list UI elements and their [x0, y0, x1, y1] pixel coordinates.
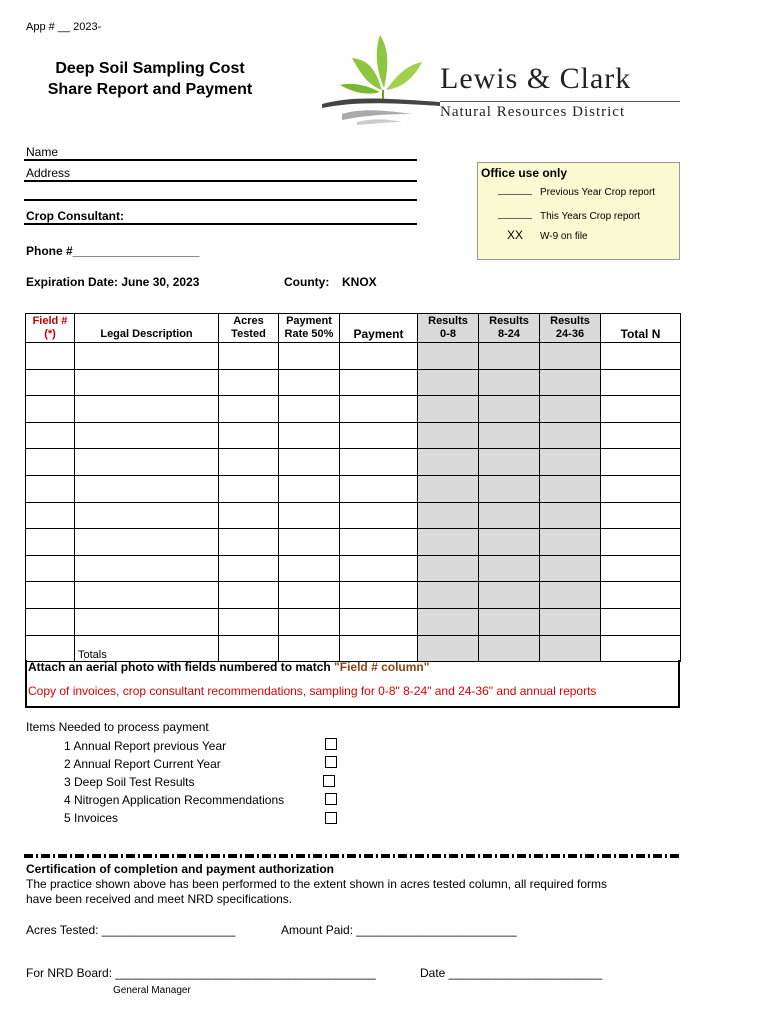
table-cell[interactable]: [279, 582, 340, 609]
table-cell[interactable]: [340, 369, 418, 396]
address-field-2[interactable]: [24, 199, 417, 201]
table-cell[interactable]: [601, 343, 681, 370]
table-cell[interactable]: [26, 343, 75, 370]
table-cell[interactable]: [75, 449, 219, 476]
county-label: County:: [284, 275, 330, 289]
list-item: 5 Invoices: [64, 811, 119, 825]
table-cell[interactable]: [279, 475, 340, 502]
col-results-0-8: Results 0-8: [418, 314, 479, 343]
date-field[interactable]: Date _______________________: [420, 966, 603, 980]
table-cell[interactable]: [540, 475, 601, 502]
table-row: [26, 449, 681, 476]
table-cell[interactable]: [219, 555, 279, 582]
table-cell[interactable]: [601, 369, 681, 396]
col-results-24-36: Results 24-36: [540, 314, 601, 343]
table-cell[interactable]: [418, 502, 479, 529]
table-cell[interactable]: [219, 529, 279, 556]
table-cell[interactable]: [75, 529, 219, 556]
table-cell[interactable]: [26, 369, 75, 396]
office-item: [498, 187, 655, 198]
col-acres: Acres Tested: [219, 314, 279, 343]
sprout-logo-icon: [322, 30, 442, 126]
table-cell[interactable]: [340, 635, 418, 662]
table-cell[interactable]: [75, 475, 219, 502]
table-cell[interactable]: [340, 343, 418, 370]
office-item-label: This Years Crop report: [540, 211, 641, 222]
office-use-title: Office use only: [481, 166, 568, 180]
table-cell[interactable]: [340, 582, 418, 609]
table-cell[interactable]: [26, 555, 75, 582]
table-cell[interactable]: [479, 422, 540, 449]
table-cell[interactable]: [418, 343, 479, 370]
list-item: 3 Deep Soil Test Results: [64, 775, 195, 789]
consultant-label: Crop Consultant:: [26, 209, 124, 223]
table-cell[interactable]: [219, 608, 279, 635]
page-title: [30, 58, 270, 100]
table-cell[interactable]: [540, 555, 601, 582]
list-item: 1 Annual Report previous Year: [64, 739, 227, 753]
nrd-board-signature-field[interactable]: For NRD Board: _______________________________________: [26, 966, 376, 980]
table-cell[interactable]: [601, 502, 681, 529]
table-cell[interactable]: [279, 529, 340, 556]
consultant-field[interactable]: [24, 223, 417, 225]
sampling-table: [25, 313, 681, 662]
table-cell[interactable]: [601, 582, 681, 609]
office-item: [498, 228, 588, 242]
table-cell[interactable]: [479, 529, 540, 556]
table-cell[interactable]: [540, 449, 601, 476]
copy-note: Copy of invoices, crop consultant recommendations, sampling for 0-8" 8-24" and 24-36" and annual reports: [28, 684, 597, 698]
table-cell[interactable]: [479, 502, 540, 529]
table-cell[interactable]: [418, 582, 479, 609]
table-cell[interactable]: [540, 369, 601, 396]
address-label: Address: [26, 166, 71, 180]
expiration-date: Expiration Date: June 30, 2023: [26, 275, 200, 289]
table-cell[interactable]: [26, 529, 75, 556]
table-cell[interactable]: [601, 635, 681, 662]
table-cell[interactable]: [479, 555, 540, 582]
attachment-notes: [25, 660, 680, 708]
title-line-2: Share Report and Payment: [47, 81, 253, 98]
table-cell[interactable]: [540, 343, 601, 370]
table-cell[interactable]: [26, 475, 75, 502]
certification-text-1: The practice shown above has been performed to the extent shown in acres tested column, all required forms: [26, 877, 607, 891]
table-cell[interactable]: [279, 422, 340, 449]
county-value: KNOX: [342, 275, 377, 289]
table-cell[interactable]: [279, 555, 340, 582]
table-row: [26, 582, 681, 609]
table-cell[interactable]: [479, 635, 540, 662]
table-cell[interactable]: [219, 422, 279, 449]
table-cell[interactable]: [418, 555, 479, 582]
table-cell[interactable]: [75, 555, 219, 582]
office-item-mark: XX: [506, 228, 523, 242]
totals-label: Totals: [75, 635, 219, 662]
table-cell[interactable]: [601, 449, 681, 476]
table-cell[interactable]: [219, 635, 279, 662]
table-cell[interactable]: [418, 608, 479, 635]
list-item: 4 Nitrogen Application Recommendations: [64, 793, 285, 807]
app-number: App # __ 2023-: [26, 21, 102, 33]
office-item-mark[interactable]: [498, 211, 532, 219]
table-cell[interactable]: [601, 475, 681, 502]
table-cell[interactable]: [340, 475, 418, 502]
logo-divider: [440, 101, 680, 102]
table-cell[interactable]: [279, 449, 340, 476]
table-cell[interactable]: [418, 635, 479, 662]
table-cell[interactable]: [479, 369, 540, 396]
office-item: [498, 211, 640, 222]
table-cell[interactable]: [601, 555, 681, 582]
col-payment: Payment: [340, 314, 418, 343]
attach-note: Attach an aerial photo with fields numbered to match "Field # column": [28, 660, 430, 674]
table-cell[interactable]: [540, 529, 601, 556]
table-cell[interactable]: [479, 582, 540, 609]
table-row: [26, 396, 681, 423]
table-cell[interactable]: [26, 449, 75, 476]
col-results-8-24: Results 8-24: [479, 314, 540, 343]
table-cell[interactable]: [601, 396, 681, 423]
office-item-mark[interactable]: [498, 187, 532, 195]
office-use-box: [477, 162, 680, 260]
table-row: [26, 369, 681, 396]
table-cell[interactable]: [75, 422, 219, 449]
table-cell[interactable]: [479, 449, 540, 476]
general-manager-label: General Manager: [113, 985, 191, 996]
table-cell[interactable]: [540, 422, 601, 449]
name-label: Name: [26, 145, 59, 159]
col-field: Field # (*): [26, 314, 75, 343]
address-field-1[interactable]: [24, 180, 417, 182]
table-cell[interactable]: [418, 449, 479, 476]
col-total-n: Total N: [601, 314, 681, 343]
acres-tested-field[interactable]: Acres Tested: ____________________: [26, 923, 236, 937]
table-cell[interactable]: [540, 608, 601, 635]
table-cell[interactable]: [479, 396, 540, 423]
checkbox-deep-soil-results[interactable]: [323, 775, 335, 787]
col-rate: Payment Rate 50%: [279, 314, 340, 343]
phone-label: Phone #___________________: [26, 244, 200, 258]
logo-name: Lewis & Clark: [440, 62, 632, 95]
table-row: [26, 529, 681, 556]
table-cell[interactable]: [601, 529, 681, 556]
table-cell[interactable]: [340, 608, 418, 635]
table-cell[interactable]: [279, 608, 340, 635]
dashed-divider: [24, 854, 680, 858]
table-cell[interactable]: [26, 396, 75, 423]
table-cell[interactable]: [26, 422, 75, 449]
table-cell[interactable]: [219, 396, 279, 423]
table-cell[interactable]: [219, 502, 279, 529]
table-cell: [26, 635, 75, 662]
table-cell[interactable]: [219, 475, 279, 502]
col-legal: Legal Description: [75, 314, 219, 343]
table-cell[interactable]: [26, 608, 75, 635]
table-cell[interactable]: [75, 396, 219, 423]
table-cell[interactable]: [279, 396, 340, 423]
table-cell[interactable]: [601, 422, 681, 449]
table-header-row: [26, 314, 681, 343]
amount-paid-field[interactable]: Amount Paid: ________________________: [281, 923, 517, 937]
table-cell[interactable]: [340, 449, 418, 476]
name-field[interactable]: [24, 159, 417, 161]
office-item-label: W-9 on file: [540, 231, 588, 242]
checkbox-nitrogen-recommendations[interactable]: [325, 793, 337, 805]
table-cell[interactable]: [75, 343, 219, 370]
table-cell[interactable]: [219, 369, 279, 396]
table-cell[interactable]: [279, 369, 340, 396]
table-cell[interactable]: [279, 343, 340, 370]
table-cell[interactable]: [26, 502, 75, 529]
certification-title: Certification of completion and payment authorization: [26, 862, 335, 876]
table-cell[interactable]: [540, 502, 601, 529]
table-cell[interactable]: [279, 502, 340, 529]
table-cell[interactable]: [340, 396, 418, 423]
table-row: [26, 475, 681, 502]
checkbox-annual-report-current[interactable]: [325, 756, 337, 768]
table-cell[interactable]: [479, 608, 540, 635]
table-cell[interactable]: [418, 396, 479, 423]
table-cell[interactable]: [479, 343, 540, 370]
table-cell[interactable]: [418, 475, 479, 502]
table-cell[interactable]: [479, 475, 540, 502]
table-cell[interactable]: [340, 529, 418, 556]
table-cell[interactable]: [540, 396, 601, 423]
table-cell[interactable]: [219, 582, 279, 609]
checkbox-annual-report-previous[interactable]: [325, 738, 337, 750]
certification-text-2: have been received and meet NRD specifications.: [26, 892, 293, 906]
table-row: [26, 555, 681, 582]
table-cell[interactable]: [601, 608, 681, 635]
table-cell[interactable]: [75, 369, 219, 396]
table-cell[interactable]: [418, 369, 479, 396]
list-item: 2 Annual Report Current Year: [64, 757, 221, 771]
table-cell[interactable]: [418, 422, 479, 449]
table-cell[interactable]: [26, 582, 75, 609]
table-cell[interactable]: [219, 343, 279, 370]
table-row: [26, 343, 681, 370]
table-cell[interactable]: [540, 635, 601, 662]
table-cell[interactable]: [340, 555, 418, 582]
table-cell[interactable]: [75, 502, 219, 529]
totals-row: [26, 635, 681, 662]
table-cell[interactable]: [75, 582, 219, 609]
items-title: Items Needed to process payment: [26, 720, 209, 734]
logo-subtitle: Natural Resources District: [440, 104, 626, 120]
table-cell[interactable]: [219, 449, 279, 476]
table-cell[interactable]: [540, 582, 601, 609]
table-cell[interactable]: [340, 502, 418, 529]
office-item-label: Previous Year Crop report: [540, 187, 656, 198]
title-line-1: Deep Soil Sampling Cost: [55, 60, 245, 77]
checkbox-invoices[interactable]: [325, 812, 337, 824]
table-row: [26, 608, 681, 635]
table-cell[interactable]: [340, 422, 418, 449]
table-row: [26, 502, 681, 529]
table-cell[interactable]: [418, 529, 479, 556]
table-row: [26, 422, 681, 449]
table-cell[interactable]: [75, 608, 219, 635]
table-cell[interactable]: [279, 635, 340, 662]
